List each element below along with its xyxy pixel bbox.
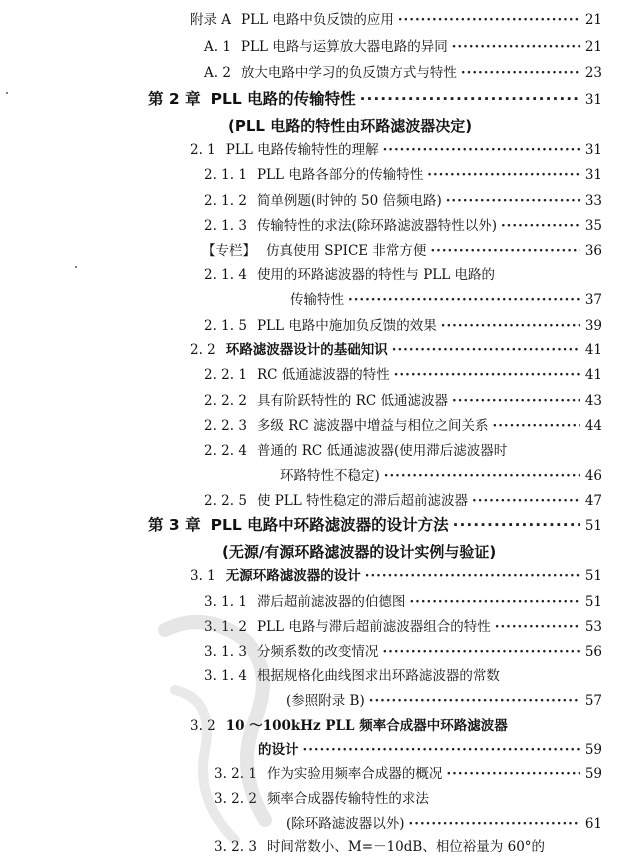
entry-title-continued: 的设计 <box>258 742 299 758</box>
entry-title: 滞后超前滤波器的伯德图 <box>256 594 406 610</box>
entry-number: A. 2 <box>204 65 231 81</box>
toc-entry-3-2 <box>190 713 602 739</box>
entry-number: 2. 1. 5 <box>204 318 247 334</box>
toc-entry-2-1-4 <box>204 262 602 288</box>
entry-page: 57 <box>584 693 602 709</box>
toc-entry-3-2-1 <box>214 761 602 787</box>
entry-page: 21 <box>584 12 602 28</box>
entry-number: 3. 1 <box>190 568 216 584</box>
entry-title-continued: (参照附录 B) <box>286 693 365 709</box>
entry-number: A. 1 <box>204 39 231 55</box>
entry-title: PLL 电路中施加负反馈的效果 <box>256 318 437 334</box>
entry-title: 传输特性的求法(除环路滤波器特性以外) <box>256 218 497 234</box>
entry-title: 10 ～100kHz PLL 频率合成器中环路滤波器 <box>225 718 508 734</box>
stray-mark <box>75 266 77 268</box>
dot-leader <box>453 512 580 538</box>
dot-leader <box>365 563 580 589</box>
toc-entry-2-1-1 <box>204 162 602 188</box>
dot-leader <box>452 34 580 60</box>
entry-number: 3. 1. 1 <box>204 594 247 610</box>
entry-page: 51 <box>584 594 602 610</box>
entry-number: 2. 1 <box>190 142 216 158</box>
entry-page: 39 <box>584 318 602 334</box>
toc-entry-3-2-cont <box>258 737 602 763</box>
entry-title: 使 PLL 特性稳定的滞后超前滤波器 <box>256 493 469 509</box>
dot-leader <box>430 238 580 264</box>
entry-number: 3. 2. 1 <box>214 766 257 782</box>
dot-leader <box>409 589 580 615</box>
entry-page: 59 <box>584 742 602 758</box>
toc-entry-2-2 <box>190 337 602 363</box>
entry-page: 61 <box>584 816 602 832</box>
dot-leader <box>446 761 580 787</box>
entry-number: 2. 2. 1 <box>204 367 247 383</box>
toc-entry-2-1-3 <box>204 213 602 239</box>
dot-leader <box>472 488 580 514</box>
dot-leader <box>446 188 580 214</box>
toc-entry-column <box>202 238 602 264</box>
entry-number: 2. 2. 5 <box>204 493 247 509</box>
entry-page: 33 <box>584 193 602 209</box>
toc-entry-3-1-4-cont <box>286 688 602 714</box>
toc-entry-3-2-2 <box>214 786 602 812</box>
entry-page: 41 <box>584 367 602 383</box>
entry-title: 仿真使用 SPICE 非常方便 <box>266 243 427 259</box>
dot-leader <box>383 137 580 163</box>
entry-page: 35 <box>584 218 602 234</box>
entry-page: 23 <box>584 65 602 81</box>
toc-entry-2-2-1 <box>204 362 602 388</box>
dot-leader <box>348 287 580 313</box>
dot-leader <box>501 213 580 239</box>
entry-number: 2. 1. 4 <box>204 267 247 283</box>
entry-number: 2. 1. 3 <box>204 218 247 234</box>
entry-number: 2. 1. 1 <box>204 167 247 183</box>
dot-leader <box>394 362 580 388</box>
dot-leader <box>303 737 581 763</box>
toc-entry-2-1-5 <box>204 313 602 339</box>
stray-mark <box>6 92 8 94</box>
entry-title-continued: (除环路滤波器以外) <box>286 816 405 832</box>
entry-page: 47 <box>584 493 602 509</box>
entry-number: 2. 2. 3 <box>204 418 247 434</box>
toc-entry-2-1-2 <box>204 188 602 214</box>
entry-title: PLL 电路与滞后超前滤波器组合的特性 <box>256 619 491 635</box>
entry-page: 43 <box>584 393 602 409</box>
entry-page: 41 <box>584 342 602 358</box>
dot-leader <box>452 388 580 414</box>
dot-leader <box>441 313 580 339</box>
chapter-number: 第 3 章 <box>148 516 201 534</box>
entry-title-continued: 环路特性不稳定) <box>280 468 380 484</box>
toc-entry-appendix-a <box>190 7 602 33</box>
toc-entry-2-2-4 <box>204 438 602 464</box>
entry-page: 21 <box>584 39 602 55</box>
entry-number: 3. 1. 4 <box>204 668 247 684</box>
entry-number: 【专栏】 <box>202 243 256 259</box>
entry-page: 36 <box>584 243 602 259</box>
chapter-3-subtitle: (无源/有源环路滤波器的设计实例与验证) <box>222 543 497 561</box>
entry-number: 3. 2 <box>190 718 216 734</box>
entry-title: 具有阶跃特性的 RC 低通滤波器 <box>256 393 449 409</box>
entry-page: 31 <box>584 142 602 158</box>
entry-title: PLL 电路传输特性的理解 <box>225 142 379 158</box>
toc-entry-a2 <box>204 60 602 86</box>
entry-page: 53 <box>584 619 602 635</box>
dot-leader <box>384 463 580 489</box>
entry-number: 2. 2 <box>190 342 216 358</box>
toc-entry-2-2-4-cont <box>280 463 602 489</box>
entry-page: 37 <box>584 292 602 308</box>
chapter-title: PLL 电路中环路滤波器的设计方法 <box>210 516 449 534</box>
entry-title: 环路滤波器设计的基础知识 <box>225 342 388 358</box>
entry-number: 2. 1. 2 <box>204 193 247 209</box>
chapter-2-subtitle: (PLL 电路的特性由环路滤波器决定) <box>228 117 473 135</box>
dot-leader <box>493 413 580 439</box>
entry-title: 作为实验用频率合成器的概况 <box>266 766 443 782</box>
entry-page: 51 <box>584 568 602 584</box>
toc-entry-a1 <box>204 34 602 60</box>
entry-title: 使用的环路滤波器的特性与 PLL 电路的 <box>256 267 496 283</box>
dot-leader <box>461 60 580 86</box>
entry-title: 时间常数小、M=－10dB、相位裕量为 60°的 <box>266 839 546 855</box>
entry-number: 3. 2. 2 <box>214 791 257 807</box>
toc-entry-3-1-3 <box>204 639 602 665</box>
entry-number: 3. 1. 3 <box>204 644 247 660</box>
entry-number: 2. 2. 2 <box>204 393 247 409</box>
toc-entry-3-1-4 <box>204 663 602 689</box>
entry-title: 无源环路滤波器的设计 <box>225 568 361 584</box>
entry-page: 44 <box>584 418 602 434</box>
entry-number: 附录 A <box>190 12 232 28</box>
entry-page: 31 <box>584 167 602 183</box>
entry-title: 简单例题(时钟的 50 倍频电路) <box>256 193 442 209</box>
toc-entry-2-2-5 <box>204 488 602 514</box>
dot-leader <box>495 614 580 640</box>
dot-leader <box>398 7 580 33</box>
entry-number: 3. 1. 2 <box>204 619 247 635</box>
dot-leader <box>360 86 580 112</box>
entry-title: 频率合成器传输特性的求法 <box>266 791 429 807</box>
chapter-title: PLL 电路的传输特性 <box>210 90 356 108</box>
entry-title: 放大电路中学习的负反馈方式与特性 <box>240 65 457 81</box>
entry-title-continued: 传输特性 <box>290 292 344 308</box>
entry-title: 分频系数的改变情况 <box>256 644 379 660</box>
toc-entry-2-1-4-cont <box>290 287 602 313</box>
dot-leader <box>427 162 580 188</box>
entry-page: 59 <box>584 766 602 782</box>
entry-title: PLL 电路中负反馈的应用 <box>241 12 394 28</box>
entry-title: 根据规格化曲线图求出环路滤波器的常数 <box>256 668 500 684</box>
dot-leader <box>382 639 580 665</box>
toc-chapter-2 <box>148 86 602 112</box>
entry-page: 51 <box>584 518 602 534</box>
toc-entry-3-1 <box>190 563 602 589</box>
toc-chapter-3 <box>148 512 602 538</box>
entry-title: 多级 RC 滤波器中增益与相位之间关系 <box>256 418 489 434</box>
toc-entry-3-1-1 <box>204 589 602 615</box>
entry-page: 31 <box>584 92 602 108</box>
chapter-number: 第 2 章 <box>148 90 201 108</box>
entry-title: PLL 电路与运算放大器电路的异同 <box>240 39 448 55</box>
entry-title: PLL 电路各部分的传输特性 <box>256 167 424 183</box>
entry-number: 3. 2. 3 <box>214 839 257 855</box>
entry-page: 56 <box>584 644 602 660</box>
toc-entry-2-2-2 <box>204 388 602 414</box>
entry-title: RC 低通滤波器的特性 <box>256 367 390 383</box>
toc-entry-2-2-3 <box>204 413 602 439</box>
toc-entry-2-1 <box>190 137 602 163</box>
dot-leader <box>392 337 580 363</box>
entry-number: 2. 2. 4 <box>204 443 247 459</box>
toc-entry-3-1-2 <box>204 614 602 640</box>
dot-leader <box>369 688 580 714</box>
toc-entry-3-2-3 <box>214 834 602 860</box>
entry-page: 46 <box>584 468 602 484</box>
entry-title: 普通的 RC 低通滤波器(使用滞后滤波器时 <box>256 443 508 459</box>
